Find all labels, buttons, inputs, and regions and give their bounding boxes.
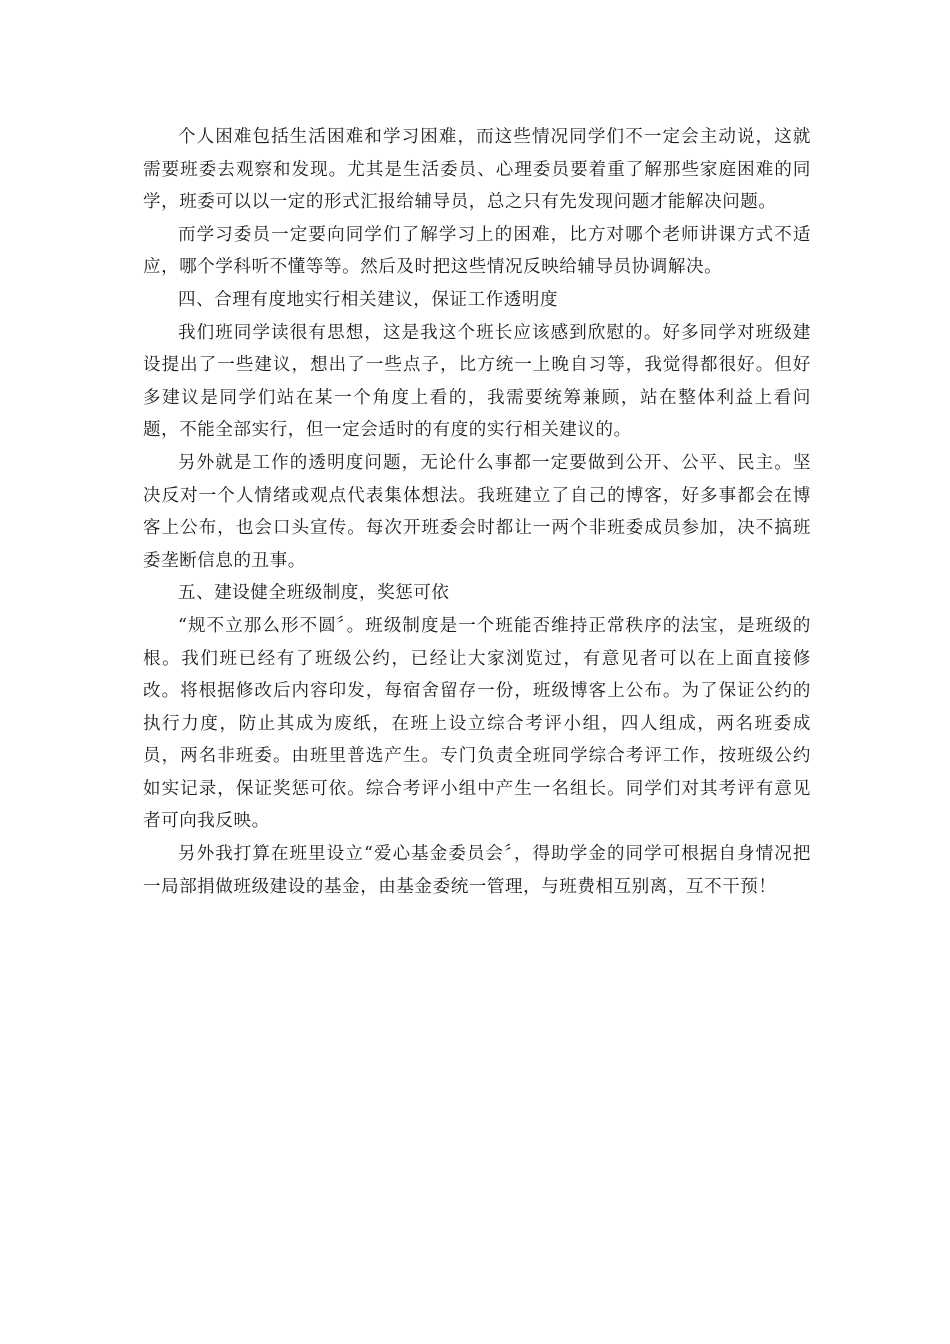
document-body bbox=[143, 121, 811, 903]
paragraph-class-suggestions: 我们班同学读很有思想，这是我这个班长应该感到欣慰的。好多同学对班级建设提出了一些建议，想出了一些点子，比方统一上晚自习等，我觉得都很好。但好多建议是同学们站在某一个角度上看的，我需要统筹兼顾，站在整体利益上看问题，不能全部实行，但一定会适时的有度的实行相关建议的。 bbox=[143, 322, 811, 441]
paragraph-transparency: 另外就是工作的透明度问题，无论什么事都一定要做到公开、公平、民主。坚决反对一个人情绪或观点代表集体想法。我班建立了自己的博客，好多事都会在博客上公布，也会口头宣传。每次开班委会时都让一两个非班委成员参加，决不搞班委垄断信息的丑事。 bbox=[143, 452, 811, 571]
paragraph-study-committee: 而学习委员一定要向同学们了解学习上的困难，比方对哪个老师讲课方式不适应，哪个学科听不懂等等。然后及时把这些情况反映给辅导员协调解决。 bbox=[143, 224, 811, 278]
paragraph-personal-difficulties: 个人困难包括生活困难和学习困难，而这些情况同学们不一定会主动说，这就需要班委去观察和发现。尤其是生活委员、心理委员要着重了解那些家庭困难的同学，班委可以以一定的形式汇报给辅导员，总之只有先发现问题才能解决问题。 bbox=[143, 127, 811, 213]
section-heading-five: 五、建设健全班级制度，奖惩可依 bbox=[178, 583, 450, 604]
section-heading-four: 四、合理有度地实行相关建议，保证工作透明度 bbox=[178, 289, 559, 310]
paragraph-class-rules: “规不立那么形不圆〞。班级制度是一个班能否维持正常秩序的法宝，是班级的根。我们班已经有了班级公约，已经让大家浏览过，有意见者可以在上面直接修改。将根据修改后内容印发，每宿舍留存一份，班级博客上公布。为了保证公约的执行力度，防止其成为废纸，在班上设立综合考评小组，四人组成，两名班委成员，两名非班委。由班里普选产生。专门负责全班同学综合考评工作，按班级公约如实记录，保证奖惩可依。综合考评小组中产生一名组长。同学们对其考评有意见者可向我反映。 bbox=[143, 615, 811, 832]
paragraph-charity-fund: 另外我打算在班里设立“爱心基金委员会〞，得助学金的同学可根据自身情况把一局部捐做班级建设的基金，由基金委统一管理，与班费相互别离，互不干预！ bbox=[143, 844, 811, 897]
